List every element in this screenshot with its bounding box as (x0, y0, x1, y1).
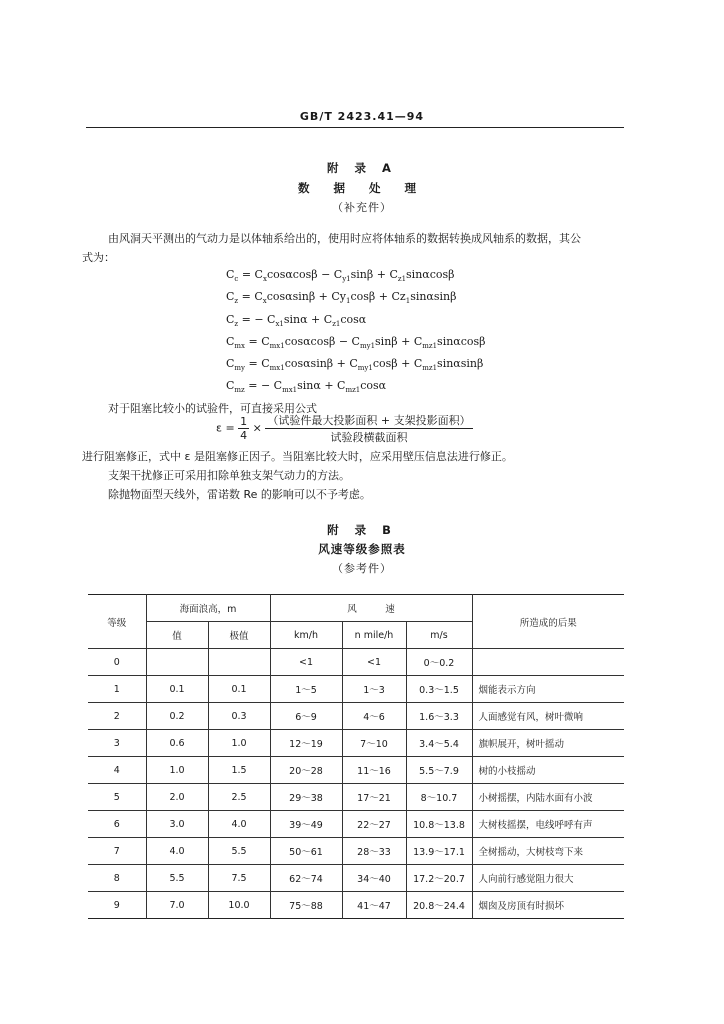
cell-wave-max: 1.5 (208, 757, 270, 784)
header-effect: 所造成的后果 (472, 595, 624, 649)
cell-effect: 旗帜展开，树叶摇动 (472, 730, 624, 757)
cell-nmile: 17～21 (342, 784, 406, 811)
cell-ms: 8～10.7 (406, 784, 472, 811)
cell-grade: 4 (88, 757, 146, 784)
cell-wave-value: 7.0 (146, 892, 208, 919)
formula-fraction: $\frac{\text{（试验件最大投影面积 + 支架投影面积）}}{\text{试验段横截面积}}$ (267, 414, 471, 444)
cell-wave-max: 5.5 (208, 838, 270, 865)
cell-kmh: 62～74 (270, 865, 342, 892)
cell-kmh: 39～49 (270, 811, 342, 838)
table-row (88, 784, 624, 811)
cell-wave-value: 5.5 (146, 865, 208, 892)
equation-4: $C_{mx} = C_{mx1}\cos\alpha\cos\beta - C_{my1}\sin\beta + C_{mz1}\sin\alpha\cos\beta$ (226, 335, 486, 351)
cell-ms: 0.3～1.5 (406, 676, 472, 703)
cell-kmh: 1～5 (270, 676, 342, 703)
header-wave-max: 极值 (208, 622, 270, 649)
cell-wave-max: 0.1 (208, 676, 270, 703)
cell-effect: 烟囱及房顶有时损坏 (472, 892, 624, 919)
appendix-a-subtitle: 数 据 处 理 (297, 181, 426, 195)
cell-grade: 6 (88, 811, 146, 838)
cell-grade: 5 (88, 784, 146, 811)
cell-grade: 8 (88, 865, 146, 892)
cell-wave-max: 7.5 (208, 865, 270, 892)
table-row (88, 892, 624, 919)
cell-kmh: <1 (270, 649, 342, 676)
cell-wave-max: 2.5 (208, 784, 270, 811)
cell-kmh: 29～38 (270, 784, 342, 811)
table-row (88, 703, 624, 730)
equation-1: $C_c = C_x\cos\alpha\cos\beta - C_{y1}\sin\beta + C_{z1}\sin\alpha\cos\beta$ (226, 268, 455, 284)
cell-ms: 1.6～3.3 (406, 703, 472, 730)
cell-nmile: <1 (342, 649, 406, 676)
cell-effect: 小树摇摆，内陆水面有小波 (472, 784, 624, 811)
table-row (88, 676, 624, 703)
cell-nmile: 7～10 (342, 730, 406, 757)
intro-line-1: 由风洞天平测出的气动力是以体轴系给出的，使用时应将体轴系的数据转换成风轴系的数据，其公 (108, 232, 581, 245)
cell-effect: 树的小枝摇动 (472, 757, 624, 784)
cell-wave-value: 0.2 (146, 703, 208, 730)
equation-2: $C_z = C_x\cos\alpha\sin\beta + Cy_1\cos\beta + Cz_1\sin\alpha\sin\beta$ (226, 290, 457, 306)
equation-5: $C_{my} = C_{mx1}\cos\alpha\sin\beta + C_{my1}\cos\beta + C_{mz1}\sin\alpha\sin\beta$ (226, 357, 484, 373)
cell-effect: 人向前行感觉阻力很大 (472, 865, 624, 892)
header-nmile: n mile/h (342, 622, 406, 649)
cell-nmile: 28～33 (342, 838, 406, 865)
cell-effect: 人面感觉有风，树叶微响 (472, 703, 624, 730)
formula-lhs: ε = (216, 421, 235, 435)
appendix-b-subtitle: 风速等级参照表 (318, 542, 406, 556)
table-row (88, 811, 624, 838)
cell-ms: 13.9～17.1 (406, 838, 472, 865)
wind-scale-table (88, 594, 624, 919)
header-ms: m/s (406, 622, 472, 649)
intro-line-2: 式为： (82, 251, 115, 264)
header-wave-value: 值 (146, 622, 208, 649)
cell-wave-value: 0.1 (146, 676, 208, 703)
cell-grade: 3 (88, 730, 146, 757)
cell-wave-value: 3.0 (146, 811, 208, 838)
cell-ms: 17.2～20.7 (406, 865, 472, 892)
cell-nmile: 11～16 (342, 757, 406, 784)
document-code: GB/T 2423.41—94 (299, 110, 425, 123)
equation-3: $C_z$ = − $C_{x1}\sin\alpha + C_{z1}\cos\alpha$ (226, 313, 367, 329)
header-rule (86, 127, 624, 128)
blockage-intro: 对于阻塞比较小的试验件，可直接采用公式 (108, 402, 317, 415)
cell-grade: 9 (88, 892, 146, 919)
appendix-a-title: 附 录 A (327, 161, 397, 175)
table-row (88, 730, 624, 757)
equation-6: $C_{mz}$ = − $C_{mx1}\sin\alpha + C_{mz1}\cos\alpha$ (226, 379, 387, 395)
cell-wave-max: 1.0 (208, 730, 270, 757)
cell-wave-value: 1.0 (146, 757, 208, 784)
cell-ms: 20.8～24.4 (406, 892, 472, 919)
paragraph-reynolds: 除抛物面型天线外，雷诺数 Re 的影响可以不予考虑。 (108, 488, 371, 501)
cell-nmile: 1～3 (342, 676, 406, 703)
cell-wave-value: 4.0 (146, 838, 208, 865)
cell-effect: 烟能表示方向 (472, 676, 624, 703)
cell-ms: 3.4～5.4 (406, 730, 472, 757)
cell-wave-value: 2.0 (146, 784, 208, 811)
formula-coefficient: $\frac{1}{4}$ (240, 415, 248, 442)
header-wind-speed: 风 速 (270, 595, 472, 622)
appendix-b-title: 附 录 B (327, 523, 397, 537)
cell-nmile: 22～27 (342, 811, 406, 838)
cell-ms: 10.8～13.8 (406, 811, 472, 838)
cell-nmile: 4～6 (342, 703, 406, 730)
formula-times: × (252, 421, 262, 435)
cell-grade: 1 (88, 676, 146, 703)
blockage-formula (216, 412, 473, 445)
table-row (88, 865, 624, 892)
cell-ms: 5.5～7.9 (406, 757, 472, 784)
cell-effect: 大树枝摇摆，电线呼呼有声 (472, 811, 624, 838)
cell-grade: 2 (88, 703, 146, 730)
cell-nmile: 34～40 (342, 865, 406, 892)
cell-effect (472, 649, 624, 676)
cell-wave-max: 10.0 (208, 892, 270, 919)
cell-kmh: 50～61 (270, 838, 342, 865)
cell-wave-max (208, 649, 270, 676)
header-grade: 等级 (88, 595, 146, 649)
cell-kmh: 6～9 (270, 703, 342, 730)
cell-kmh: 20～28 (270, 757, 342, 784)
cell-ms: 0～0.2 (406, 649, 472, 676)
cell-wave-value (146, 649, 208, 676)
appendix-b-note: （参考件） (332, 562, 392, 575)
cell-nmile: 41～47 (342, 892, 406, 919)
cell-kmh: 12～19 (270, 730, 342, 757)
appendix-a-note: （补充件） (332, 201, 392, 214)
cell-effect: 全树摇动，大树枝弯下来 (472, 838, 624, 865)
cell-wave-value: 0.6 (146, 730, 208, 757)
header-wave-height: 海面浪高，m (146, 595, 270, 622)
cell-grade: 7 (88, 838, 146, 865)
cell-kmh: 75～88 (270, 892, 342, 919)
paragraph-blockage-correction: 进行阻塞修正，式中 ε 是阻塞修正因子。当阻塞比较大时，应采用壁压信息法进行修正。 (82, 450, 513, 463)
table-row (88, 838, 624, 865)
table-row (88, 757, 624, 784)
paragraph-support-interference: 支架干扰修正可采用扣除单独支架气动力的方法。 (108, 469, 350, 482)
cell-wave-max: 4.0 (208, 811, 270, 838)
table-row (88, 649, 624, 676)
cell-grade: 0 (88, 649, 146, 676)
cell-wave-max: 0.3 (208, 703, 270, 730)
header-kmh: km/h (270, 622, 342, 649)
